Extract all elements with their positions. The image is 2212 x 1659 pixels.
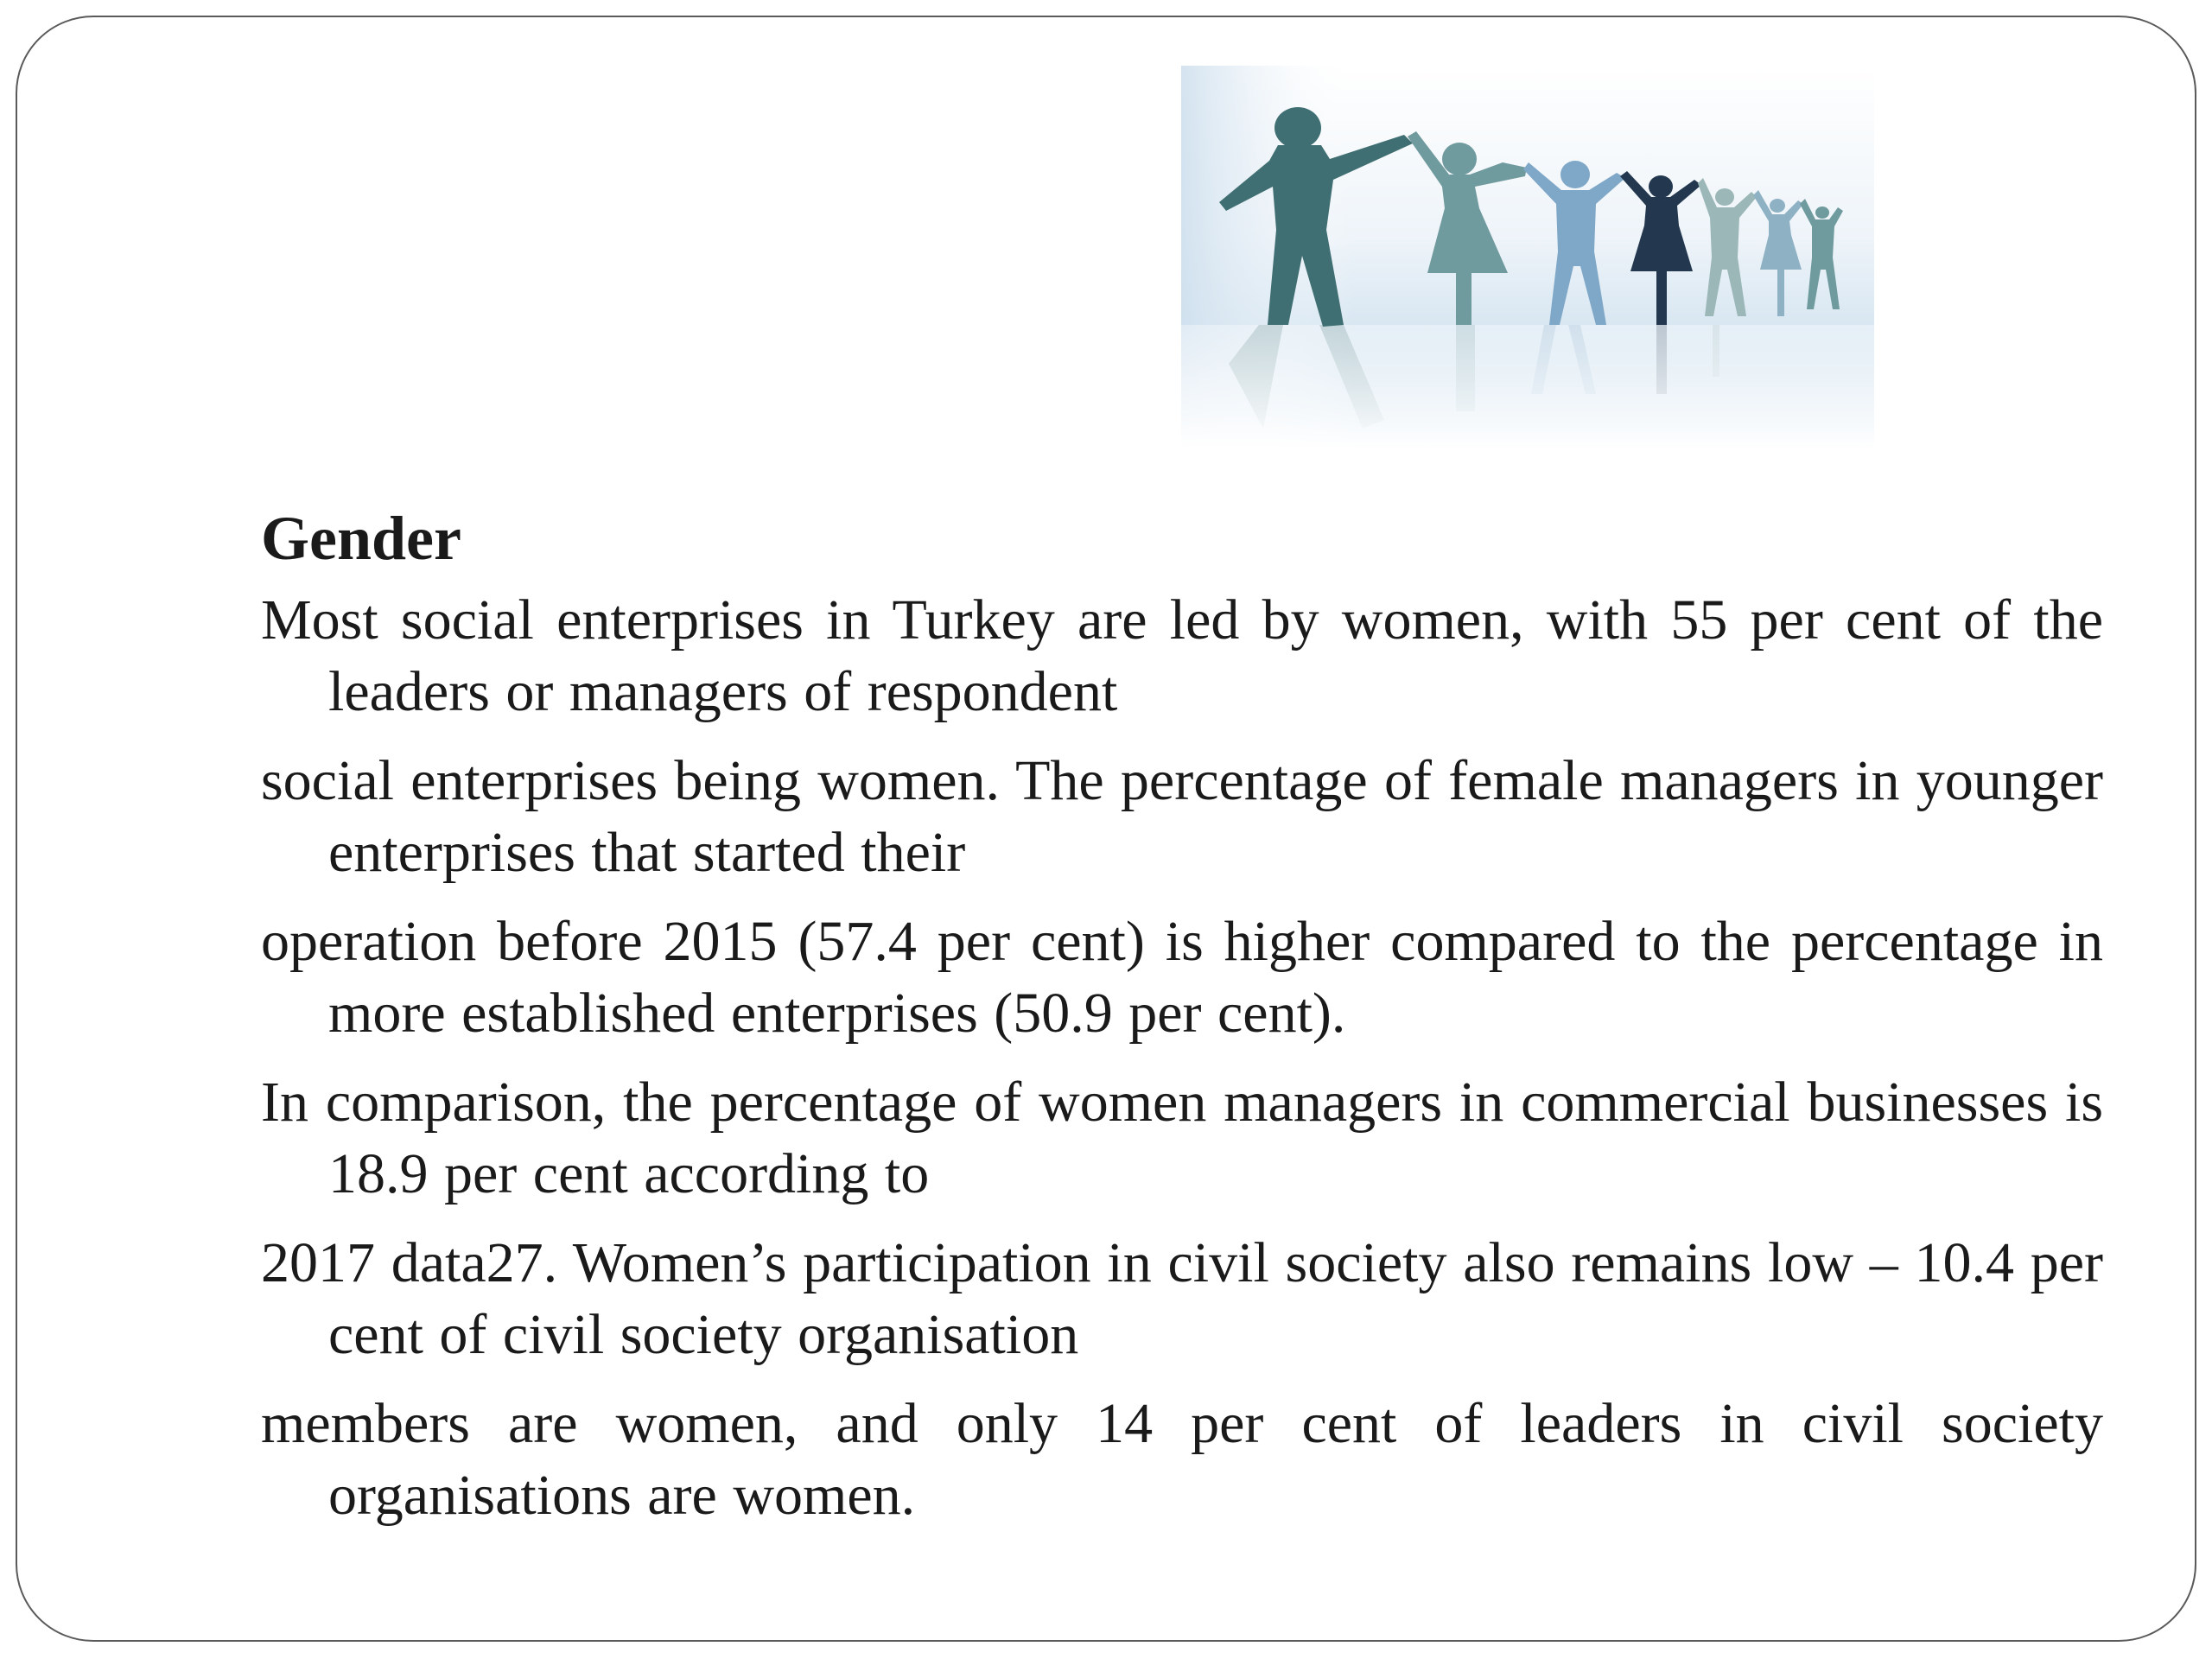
slide-frame	[16, 16, 2196, 1642]
body-paragraph: operation before 2015 (57.4 per cent) is higher compared to the percentage in more established enterprises (50.9 per cent).	[261, 910, 2103, 1045]
body-paragraph: In comparison, the percentage of women managers in commercial businesses is 18.9 per cent according to	[261, 1071, 2103, 1205]
body-paragraph: 2017 data27. Women’s participation in civil society also remains low – 10.4 per cent of civil society organisation	[261, 1231, 2103, 1366]
body-paragraph: Most social enterprises in Turkey are led by women, with 55 per cent of the leaders or managers of respondent	[261, 588, 2103, 723]
slide-body	[261, 501, 2103, 1548]
paper-people-chain-image	[1181, 66, 1874, 449]
body-paragraph: members are women, and only 14 per cent of leaders in civil society organisations are women.	[261, 1392, 2103, 1527]
section-heading: Gender	[261, 504, 461, 573]
body-paragraph: social enterprises being women. The percentage of female managers in younger enterprises that started their	[261, 749, 2103, 884]
paper-people-chain-icon	[1181, 66, 1874, 449]
